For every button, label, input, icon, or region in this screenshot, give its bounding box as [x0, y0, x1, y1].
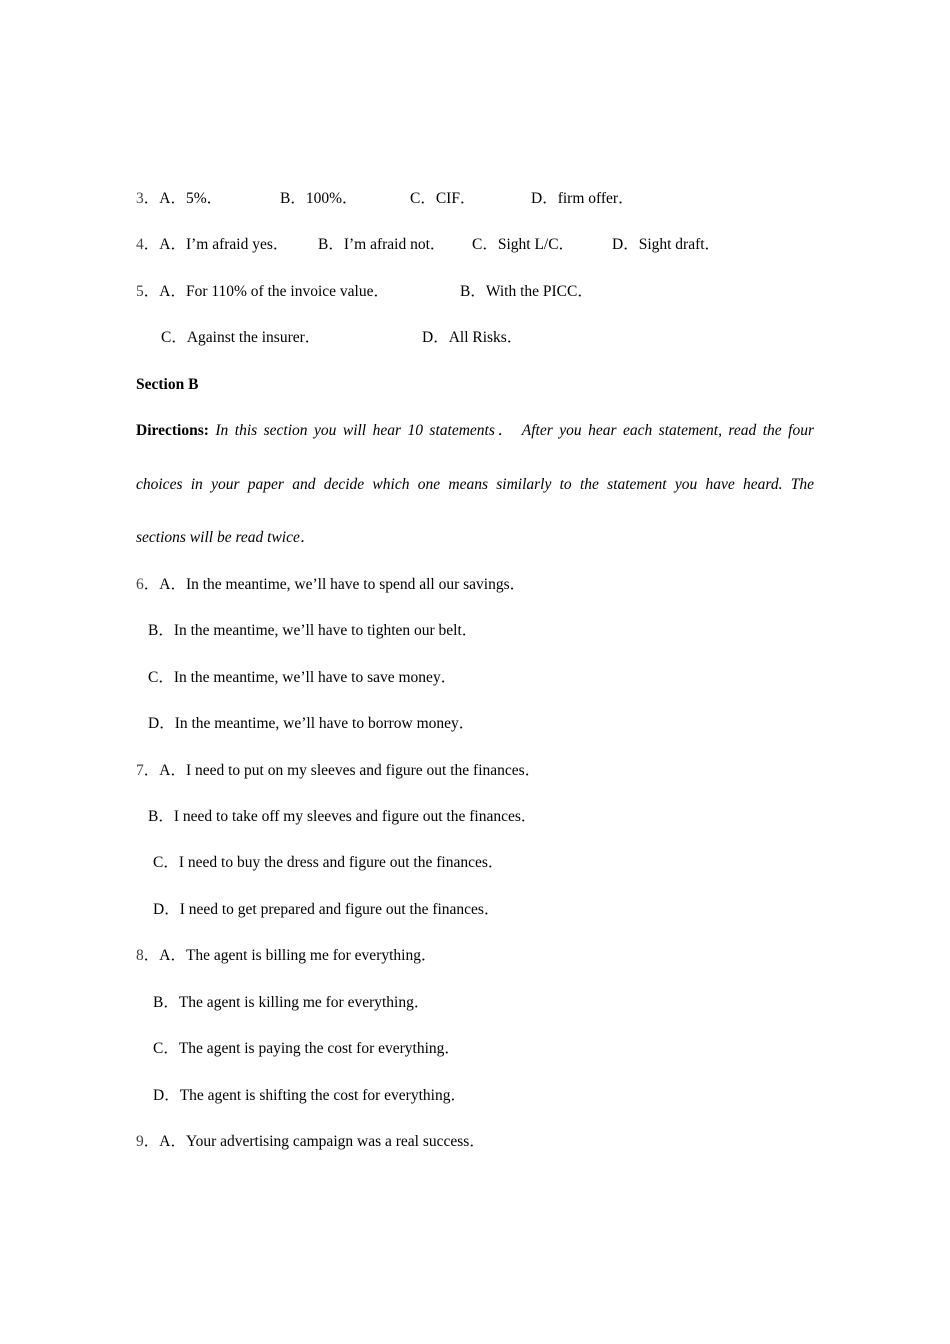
q5-option-a: 5．A．For 110% of the invoice value． [136, 283, 389, 300]
q3-option-c: C．CIF． [410, 190, 476, 207]
q4-option-a: 4．A．I’m afraid yes． [136, 236, 289, 253]
q8-number: 8 [136, 947, 144, 964]
q6-option-a: 6．A．In the meantime, we’ll have to spend all our savings． [136, 576, 526, 593]
section-title: Section B [136, 376, 199, 393]
q7-option-c: C．I need to buy the dress and figure out the finances． [153, 854, 504, 871]
q4-number: 4 [136, 236, 144, 253]
q7-option-d: D．I need to get prepared and figure out the finances． [153, 901, 500, 918]
q8-option-b: B．The agent is killing me for everything． [153, 994, 430, 1011]
q6-option-b: B．In the meantime, we’ll have to tighten our belt． [148, 622, 478, 639]
q7-option-b: B．I need to take off my sleeves and figure out the finances． [148, 808, 537, 825]
q3-number: 3 [136, 190, 144, 207]
q5-option-c: C．Against the insurer． [161, 329, 321, 346]
q6-option-c: C．In the meantime, we’ll have to save money． [148, 669, 457, 686]
directions-label: Directions: [136, 422, 209, 439]
q7-option-a: 7．A．I need to put on my sleeves and figure out the finances． [136, 762, 541, 779]
q4-option-d: D．Sight draft． [612, 236, 721, 253]
q8-option-d: D．The agent is shifting the cost for everything． [153, 1087, 466, 1104]
directions-line-3: sections will be read twice． [136, 529, 316, 546]
q6-option-d: D．In the meantime, we’ll have to borrow money． [148, 715, 475, 732]
q9-option-a: 9．A．Your advertising campaign was a real success． [136, 1133, 485, 1150]
directions-line-2: choices in your paper and decide which one means similarly to the statement you have heard. The [136, 476, 814, 493]
q5-option-b: B．With the PICC． [460, 283, 593, 300]
directions-line-1: Directions: In this section you will hear 10 statements． After you hear each statement, read the four [136, 422, 814, 439]
q7-number: 7 [136, 762, 144, 779]
q3-option-a: 3．A．5%． [136, 190, 223, 207]
q3-option-b: B．100%． [280, 190, 358, 207]
q4-option-c: C．Sight L/C． [472, 236, 575, 253]
q5-number: 5 [136, 283, 144, 300]
q8-option-a: 8．A．The agent is billing me for everything． [136, 947, 437, 964]
q4-option-b: B．I’m afraid not． [318, 236, 446, 253]
q8-option-c: C．The agent is paying the cost for everything． [153, 1040, 460, 1057]
q9-number: 9 [136, 1133, 144, 1150]
q6-number: 6 [136, 576, 144, 593]
q5-option-d: D．All Risks． [422, 329, 523, 346]
q3-option-d: D．firm offer． [531, 190, 634, 207]
